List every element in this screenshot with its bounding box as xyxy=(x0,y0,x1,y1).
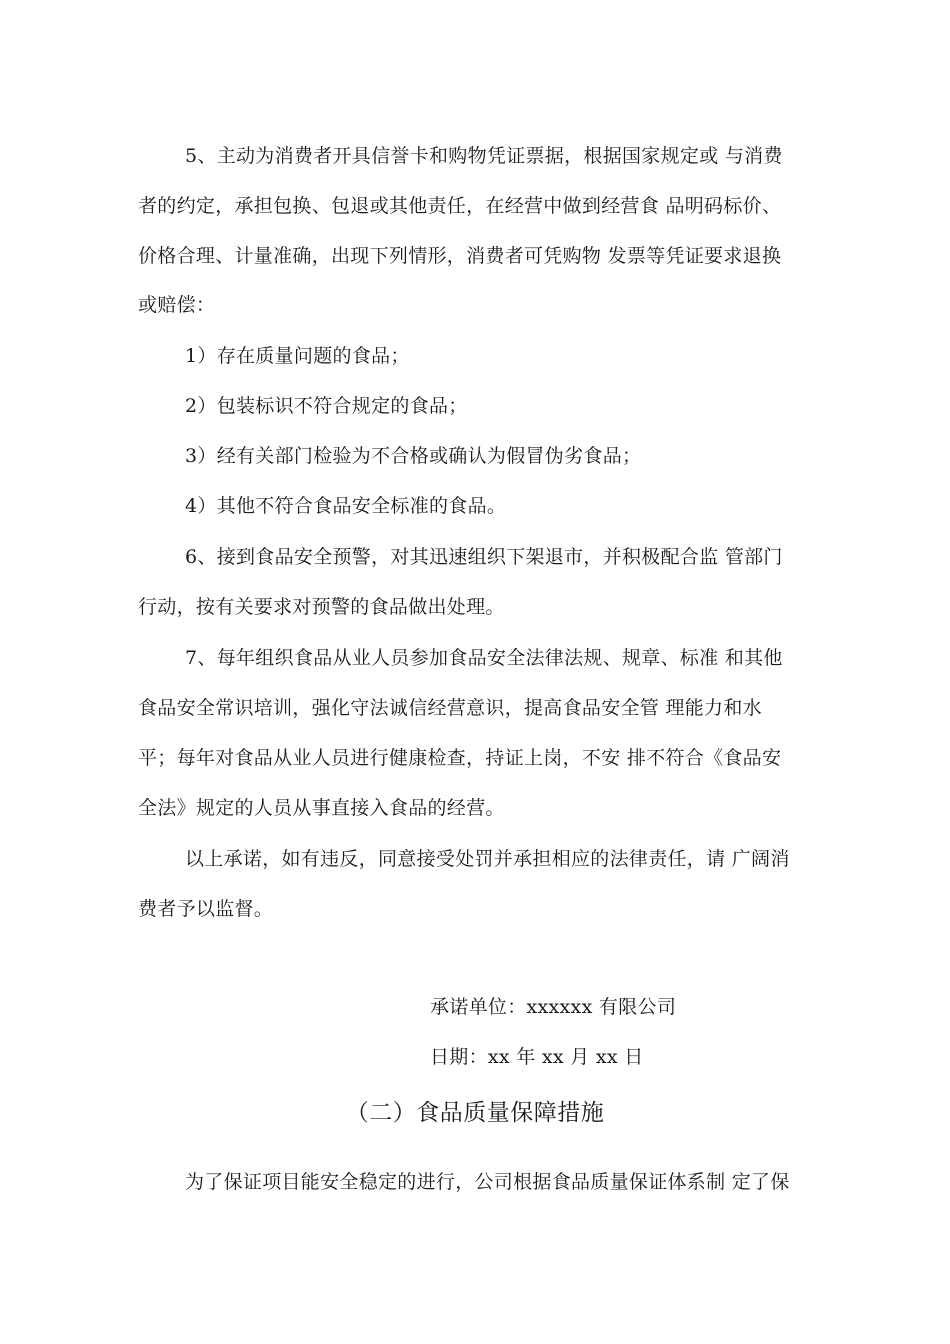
paragraph-line: 6、接到食品安全预警，对其迅速组织下架退市，并积极配合监 管部门 xyxy=(185,546,783,568)
paragraph-line: 5、主动为消费者开具信誉卡和购物凭证票据，根据国家规定或 与消费 xyxy=(185,145,783,167)
list-item: 2）包装标识不符合规定的食品； xyxy=(185,395,468,417)
signature-unit: 承诺单位：xxxxxx 有限公司 xyxy=(430,996,677,1018)
paragraph-line: 平；每年对食品从业人员进行健康检查，持证上岗，不安 排不符合《食品安 xyxy=(138,747,782,769)
paragraph-line: 费者予以监督。 xyxy=(138,898,274,920)
paragraph-line: 或赔偿： xyxy=(138,294,216,316)
paragraph-line: 价格合理、计量准确，出现下列情形，消费者可凭购物 发票等凭证要求退换 xyxy=(138,245,782,267)
paragraph-line: 为了保证项目能安全稳定的进行，公司根据食品质量保证体系制 定了保 xyxy=(185,1171,790,1193)
list-item: 1）存在质量问题的食品； xyxy=(185,345,410,367)
paragraph-line: 食品安全常识培训，强化守法诚信经营意识，提高食品安全管 理能力和水 xyxy=(138,697,762,719)
paragraph-line: 行动，按有关要求对预警的食品做出处理。 xyxy=(138,596,505,618)
section-heading: （二）食品质量保障措施 xyxy=(345,1100,605,1126)
paragraph-line: 全法》规定的人员从事直接入食品的经营。 xyxy=(138,797,505,819)
list-item: 3）经有关部门检验为不合格或确认为假冒伪劣食品； xyxy=(185,445,642,467)
list-item: 4）其他不符合食品安全标准的食品。 xyxy=(185,495,507,517)
paragraph-line: 以上承诺，如有违反，同意接受处罚并承担相应的法律责任，请 广阔消 xyxy=(185,848,790,870)
signature-date: 日期：xx 年 xx 月 xx 日 xyxy=(430,1046,644,1068)
paragraph-line: 者的约定，承担包换、包退或其他责任，在经营中做到经营食 品明码标价、 xyxy=(138,195,782,217)
paragraph-line: 7、每年组织食品从业人员参加食品安全法律法规、规章、标准 和其他 xyxy=(185,647,783,669)
